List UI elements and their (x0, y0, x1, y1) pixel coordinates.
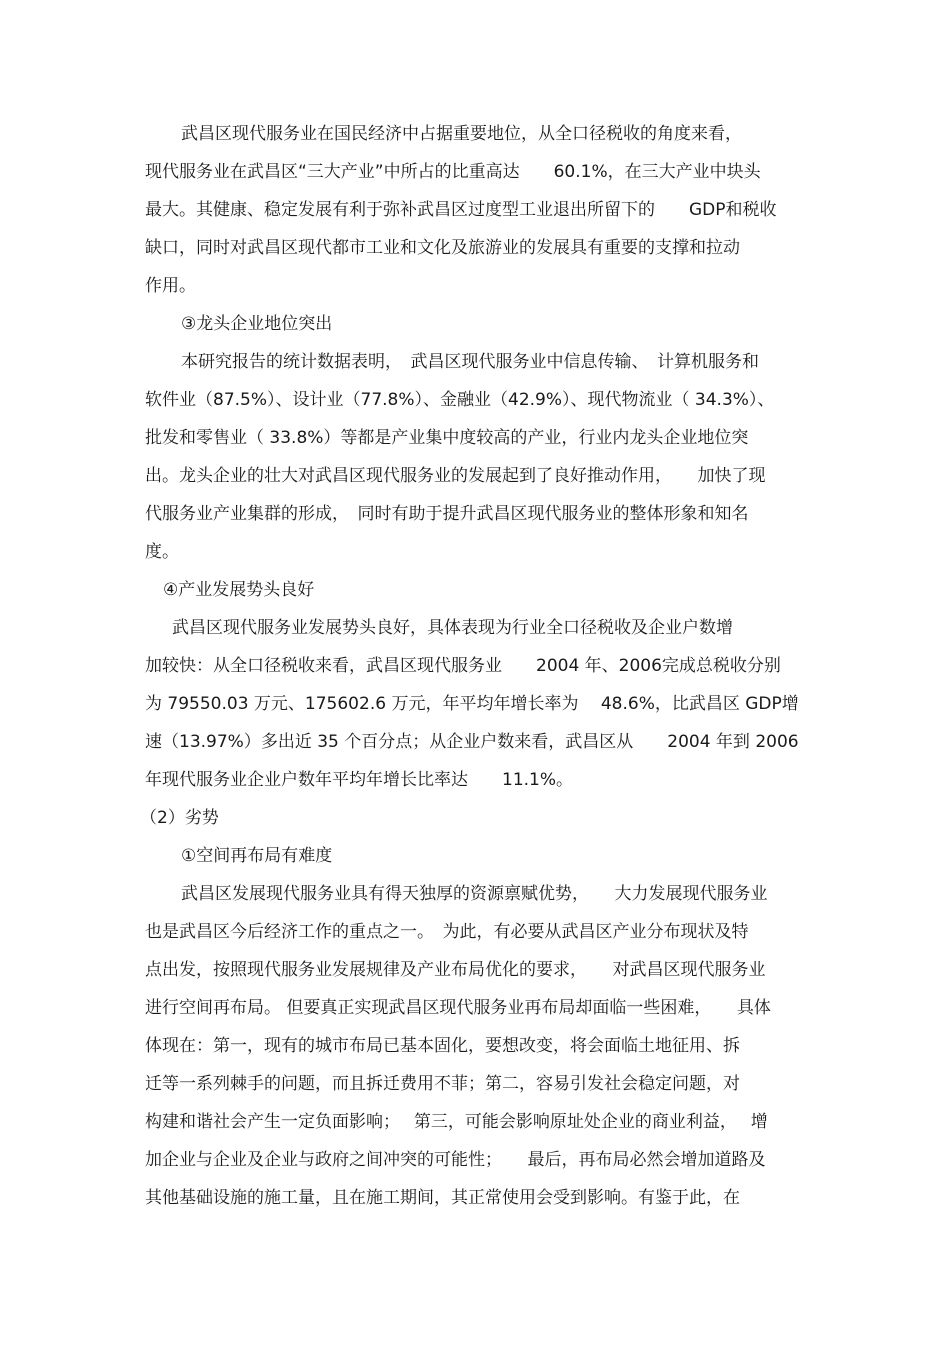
paragraph-line: 批发和零售业（ 33.8%）等都是产业集中度较高的产业，行业内龙头企业地位突 (145, 428, 749, 448)
section-heading: ④产业发展势头良好 (163, 580, 315, 600)
paragraph-line: 构建和谐社会产生一定负面影响； 第三，可能会影响原址处企业的商业利益， 增 (145, 1112, 768, 1132)
paragraph-line: 加较快：从全口径税收来看，武昌区现代服务业 2004 年、2006完成总税收分别 (145, 656, 781, 676)
paragraph-line: 加企业与企业及企业与政府之间冲突的可能性； 最后，再布局必然会增加道路及 (145, 1150, 766, 1170)
paragraph-line: 度。 (145, 542, 179, 562)
paragraph-line: 也是武昌区今后经济工作的重点之一。 为此，有必要从武昌区产业分布现状及特 (145, 922, 749, 942)
paragraph-line: 武昌区现代服务业在国民经济中占据重要地位，从全口径税收的角度来看， (181, 124, 742, 144)
paragraph-line: 武昌区发展现代服务业具有得天独厚的资源禀赋优势， 大力发展现代服务业 (181, 884, 768, 904)
paragraph-line: 本研究报告的统计数据表明， 武昌区现代服务业中信息传输、 计算机服务和 (181, 352, 759, 372)
paragraph-line: 其他基础设施的施工量，且在施工期间，其正常使用会受到影响。有鉴于此，在 (145, 1188, 740, 1208)
paragraph-line: 体现在：第一，现有的城市布局已基本固化，要想改变，将会面临土地征用、拆 (145, 1036, 740, 1056)
paragraph-line: 缺口，同时对武昌区现代都市工业和文化及旅游业的发展具有重要的支撑和拉动 (145, 238, 740, 258)
paragraph-line: 出。龙头企业的壮大对武昌区现代服务业的发展起到了良好推动作用， 加快了现 (145, 466, 766, 486)
paragraph-line: 为 79550.03 万元、175602.6 万元，年平均年增长率为 48.6%，比武昌区 GDP增 (145, 694, 799, 714)
paragraph-line: 最大。其健康、稳定发展有利于弥补武昌区过度型工业退出所留下的 GDP和税收 (145, 200, 777, 220)
paragraph-line: 速（13.97%）多出近 35 个百分点；从企业户数来看，武昌区从 2004 年到 2006 (145, 732, 799, 752)
paragraph-line: 点出发，按照现代服务业发展规律及产业布局优化的要求， 对武昌区现代服务业 (145, 960, 766, 980)
paragraph-line: 迁等一系列棘手的问题，而且拆迁费用不菲；第二，容易引发社会稳定问题，对 (145, 1074, 740, 1094)
section-heading: ①空间再布局有难度 (181, 846, 333, 866)
section-heading: （2）劣势 (140, 808, 219, 828)
paragraph-line: 软件业（87.5%）、设计业（77.8%）、金融业（42.9%）、现代物流业（ 34.3%）、 (145, 390, 775, 410)
paragraph-line: 代服务业产业集群的形成， 同时有助于提升武昌区现代服务业的整体形象和知名 (145, 504, 749, 524)
paragraph-line: 作用。 (145, 276, 196, 296)
paragraph-line: 武昌区现代服务业发展势头良好，具体表现为行业全口径税收及企业户数增 (172, 618, 733, 638)
paragraph-line: 现代服务业在武昌区“三大产业”中所占的比重高达 60.1%，在三大产业中块头 (145, 162, 761, 182)
section-heading: ③龙头企业地位突出 (181, 314, 333, 334)
paragraph-line: 年现代服务业企业户数年平均年增长比率达 11.1%。 (145, 770, 574, 790)
paragraph-line: 进行空间再布局。 但要真正实现武昌区现代服务业再布局却面临一些困难， 具体 (145, 998, 771, 1018)
